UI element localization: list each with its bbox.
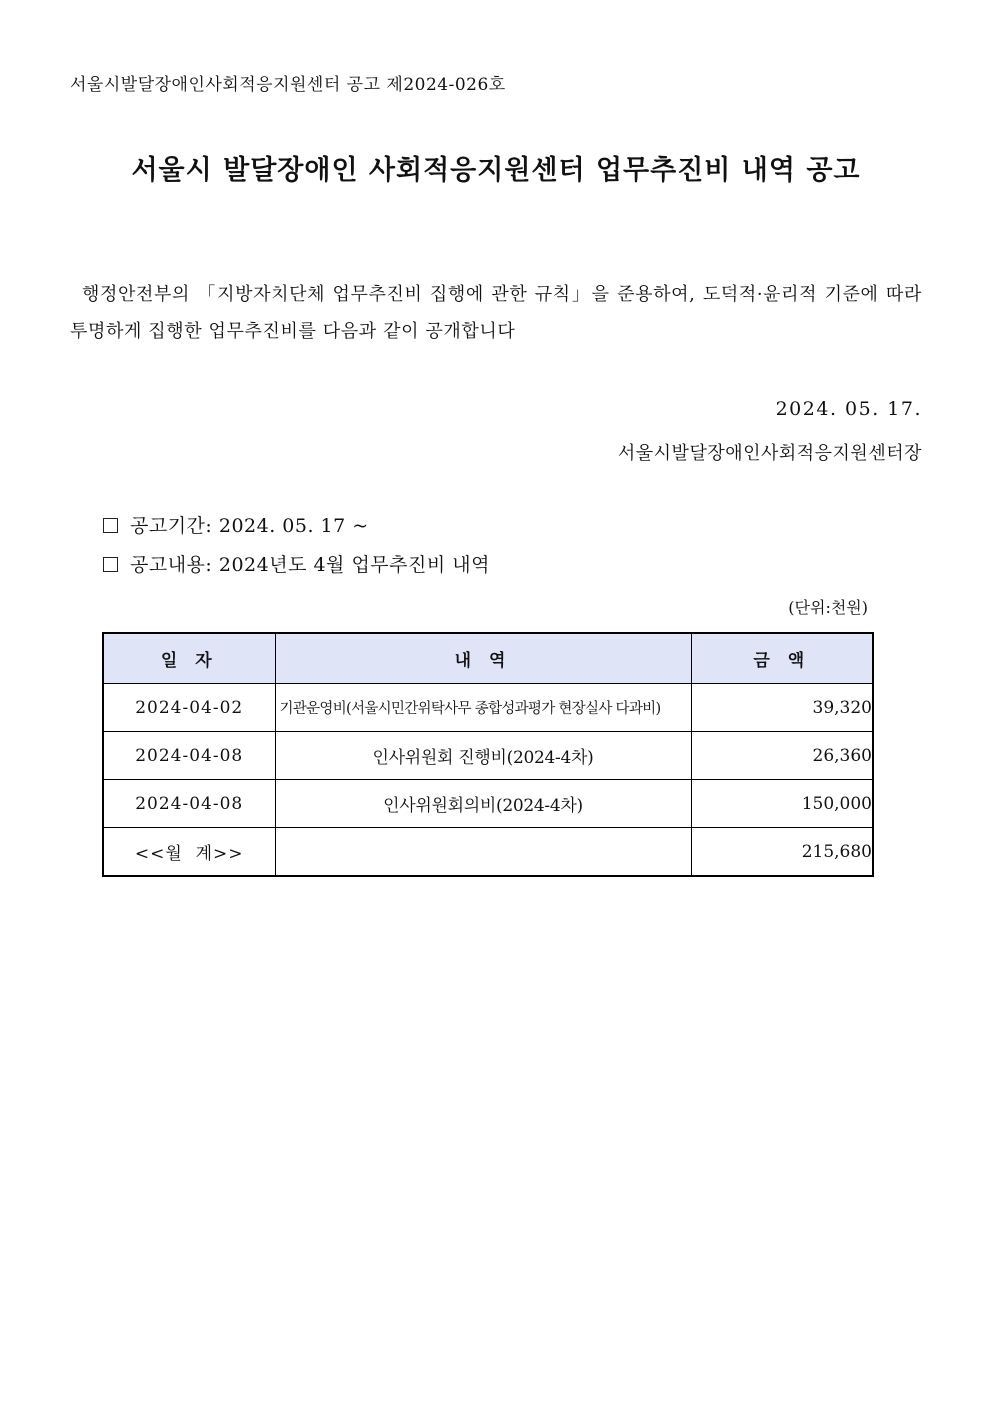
row-amount: 26,360 <box>691 732 873 780</box>
total-amount: 215,680 <box>691 828 873 877</box>
notice-period: 공고기간: 2024. 05. 17 ~ <box>130 515 369 537</box>
issuer-name: 서울시발달장애인사회적응지원센터장 <box>617 443 922 464</box>
header-date: 일 자 <box>103 633 275 684</box>
table-header-row <box>103 633 873 684</box>
total-description <box>275 828 691 877</box>
table-row <box>103 732 873 780</box>
table-row <box>103 684 873 732</box>
intro-paragraph: 행정안전부의 「지방자치단체 업무추진비 집행에 관한 규칙」을 준용하여, 도덕적·윤리적 기준에 따라 투명하게 집행한 업무추진비를 다음과 같이 공개합니다 <box>70 284 922 342</box>
issue-date: 2024. 05. 17. <box>775 398 922 420</box>
row-description: 인사위원회 진행비(2024-4차) <box>275 732 691 780</box>
row-description: 기관운영비(서울시민간위탁사무 종합성과평가 현장실사 다과비) <box>275 684 691 732</box>
row-date: 2024-04-08 <box>103 732 275 780</box>
row-date: 2024-04-02 <box>103 684 275 732</box>
row-description: 인사위원회의비(2024-4차) <box>275 780 691 828</box>
header-description: 내 역 <box>275 633 691 684</box>
row-date: 2024-04-08 <box>103 780 275 828</box>
row-amount: 39,320 <box>691 684 873 732</box>
expense-table <box>102 632 874 877</box>
expense-table-container <box>102 632 872 877</box>
document-title: 서울시 발달장애인 사회적응지원센터 업무추진비 내역 공고 <box>131 155 861 186</box>
total-row <box>103 828 873 877</box>
table-row <box>103 780 873 828</box>
checkbox-icon <box>103 518 118 533</box>
notice-period-line <box>103 511 369 538</box>
notice-content-line <box>103 550 490 577</box>
total-label: <<월 계>> <box>103 828 275 877</box>
notice-number: 서울시발달장애인사회적응지원센터 공고 제2024-026호 <box>70 75 506 95</box>
checkbox-icon <box>103 557 118 572</box>
row-amount: 150,000 <box>691 780 873 828</box>
header-amount: 금 액 <box>691 633 873 684</box>
notice-content: 공고내용: 2024년도 4월 업무추진비 내역 <box>130 554 490 576</box>
unit-label: (단위:천원) <box>788 598 868 617</box>
